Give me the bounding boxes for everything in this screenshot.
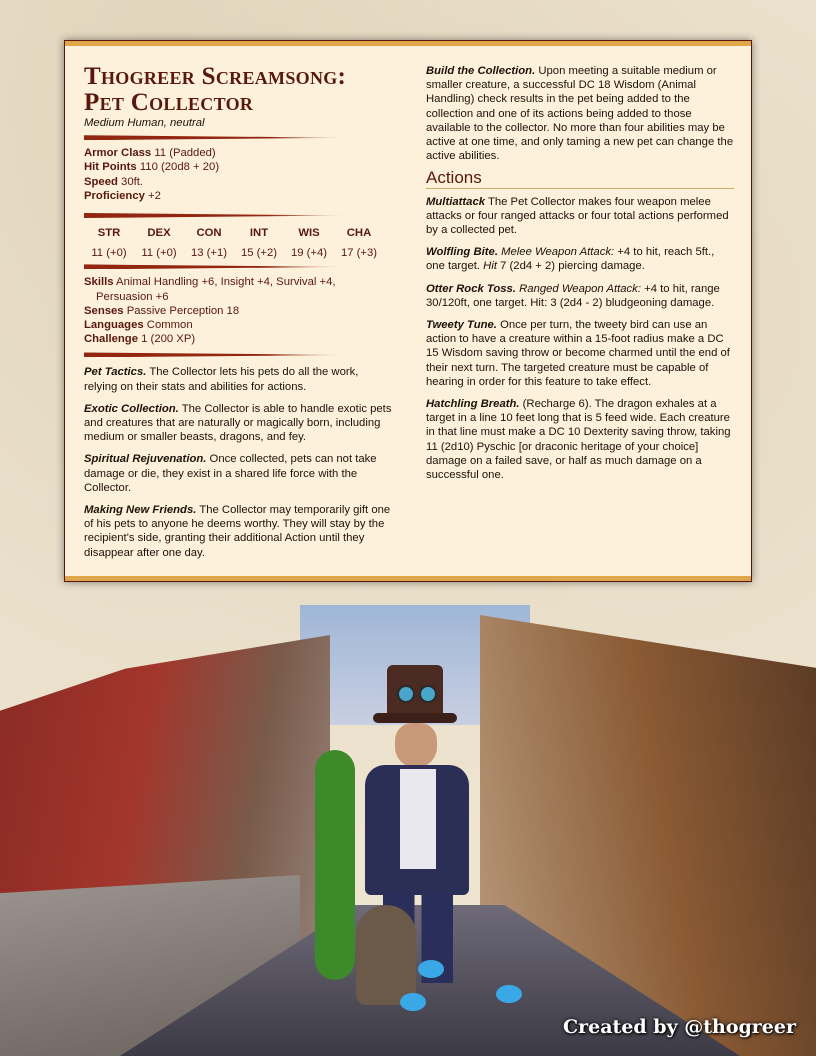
tweety-bird-pet (496, 985, 522, 1003)
speed (84, 175, 392, 189)
action-hatchling-breath (426, 397, 734, 482)
ability-name: WIS (298, 227, 320, 240)
trait-build-the-collection (426, 64, 734, 163)
ability-score: 11 (+0) (91, 247, 127, 260)
action-name: Tweety Tune. (426, 319, 497, 332)
ability-score: 15 (+2) (240, 247, 278, 260)
trait-spiritual-rejuvenation (84, 452, 392, 495)
ability-wis (284, 226, 334, 260)
action-tweety-tune (426, 318, 734, 389)
ability-name: CON (196, 227, 222, 240)
ability-name: CHA (346, 227, 372, 240)
ability-name: STR (97, 227, 121, 240)
shirt (400, 769, 436, 869)
ability-str (84, 226, 134, 260)
ability-scores (84, 226, 384, 260)
right-column (426, 64, 734, 490)
trait-pet-tactics (84, 365, 392, 393)
action-name: Wolfling Bite. (426, 246, 498, 259)
action-text: +4 to hit, reach 5ft., one target. (426, 246, 715, 273)
tweety-bird-pet (418, 960, 444, 978)
action-multiattack (426, 195, 734, 238)
senses-value: Passive Perception 18 (126, 304, 240, 317)
trait-text: Once collected, pets can not take damage or die, they exist in a shared life force with the Collector. (84, 453, 377, 494)
proficiency (84, 189, 392, 203)
armor-class (84, 146, 392, 160)
languages (84, 318, 392, 332)
speed-label: Speed (84, 175, 118, 188)
senses-label: Senses (84, 304, 124, 317)
ability-score: 13 (+1) (190, 247, 228, 260)
action-wolfling-bite (426, 245, 734, 273)
action-name: Otter Rock Toss. (426, 282, 516, 295)
skills-label: Skills (84, 276, 114, 289)
ability-con (184, 226, 234, 260)
ability-cha (334, 226, 384, 260)
trait-text: Upon meeting a suitable medium or smaller creature, a successful DC 18 Wisdom (Animal Handling) check results in the pet being added to the collection and one of its actions being added to those available to the collector. No more than four abilities may be active at one time, and only taming a new pet can change the active abilities. (426, 65, 734, 163)
ability-name: DEX (147, 227, 171, 240)
hit-points-label: Hit Points (84, 161, 137, 174)
proficiency-label: Proficiency (84, 189, 145, 202)
senses (84, 304, 392, 318)
challenge-label: Challenge (84, 333, 138, 346)
speed-value: 30ft. (121, 175, 144, 188)
goggle-icon (419, 685, 437, 703)
languages-value: Common (146, 319, 193, 332)
divider (84, 264, 349, 269)
monster-name: Thogreer Screamsong: Pet Collector (84, 63, 347, 116)
monster-meta: Medium Human, neutral (84, 117, 205, 129)
alley-illustration (0, 575, 816, 1056)
divider (84, 213, 349, 218)
action-text: (Recharge 6). The dragon exhales at a target in a line 10 feet long that is 5 feed wide. Each creature in that line must make a DC 10 Dexterity saving throw, taking 11 (2d10) Pyschic [or draconic heritage of your choice] damage on a failed save, or half as much damage on a successful one. (426, 398, 731, 482)
trait-text: The Collector lets his pets do all the work, relying on their stats and abilities for actions. (84, 366, 359, 393)
action-text: Once per turn, the tweety bird can use an action to have a creature within a 15-foot radius make a DC 15 Wisdom saving throw or become charmed until the end of their next turn. The targeted creature must be capable of hearing in order for this feature to take effect. (426, 319, 730, 388)
ability-score: 11 (+0) (141, 247, 177, 260)
ability-dex (134, 226, 184, 260)
action-name: Multiattack (426, 195, 486, 208)
languages-label: Languages (84, 319, 144, 332)
divider (84, 352, 349, 357)
challenge (84, 332, 392, 346)
ability-score: 17 (+3) (340, 247, 378, 260)
skills (84, 275, 392, 303)
action-text: The Pet Collector makes four weapon melee attacks or four ranged attacks or four total actions performed by a collected pet. (426, 195, 729, 237)
credit-text: Created by @thogreer (563, 1016, 796, 1038)
trait-text: The Collector may temporarily gift one of his pets to anyone he deems worthy. They will stay by the recipient's side, granting their additional Action until they disappear after one day. (84, 504, 391, 559)
trait-name: Pet Tactics. (84, 366, 147, 379)
action-name: Hatchling Breath. (426, 398, 520, 411)
wolfling-pet (356, 905, 416, 1005)
attack-type: Melee Weapon Attack: (501, 246, 615, 259)
challenge-value: 1 (200 XP) (141, 333, 196, 346)
ability-score: 19 (+4) (290, 247, 328, 260)
trait-name: Exotic Collection. (84, 402, 179, 415)
attack-type: Ranged Weapon Attack: (519, 282, 641, 295)
trait-name: Spiritual Rejuvenation. (84, 453, 207, 466)
action-otter-rock-toss (426, 282, 734, 310)
trait-name: Making New Friends. (84, 504, 197, 517)
trait-exotic-collection (84, 402, 392, 445)
trait-name: Build the Collection. (426, 65, 536, 77)
hit-label: Hit (483, 260, 497, 273)
stat-block (64, 40, 752, 582)
proficiency-value: +2 (148, 189, 161, 202)
divider (84, 135, 349, 140)
head (395, 723, 437, 767)
ability-name: INT (249, 227, 269, 240)
ability-int (234, 226, 284, 260)
armor-class-value: 11 (Padded) (154, 147, 216, 160)
hit-points (84, 160, 392, 174)
tweety-bird-pet (400, 993, 426, 1011)
actions-heading: Actions (426, 171, 734, 188)
goggle-icon (397, 685, 415, 703)
skills-value: Animal Handling +6, Insight +4, Survival +4, Persuasion +6 (96, 276, 336, 303)
action-damage: 7 (2d4 + 2) piercing damage. (500, 260, 645, 273)
left-column (84, 64, 392, 568)
trait-making-new-friends (84, 503, 392, 560)
action-text: +4 to hit, range 30/120ft, one target. Hit: 3 (2d4 - 2) bludgeoning damage. (426, 282, 720, 309)
hit-points-value: 110 (20d8 + 20) (139, 161, 220, 174)
armor-class-label: Armor Class (84, 147, 152, 160)
hat-brim (373, 713, 457, 723)
trait-text: The Collector is able to handle exotic pets and creatures that are naturally or magically born, including medium or smaller beasts, dragons, and fey. (84, 402, 392, 444)
